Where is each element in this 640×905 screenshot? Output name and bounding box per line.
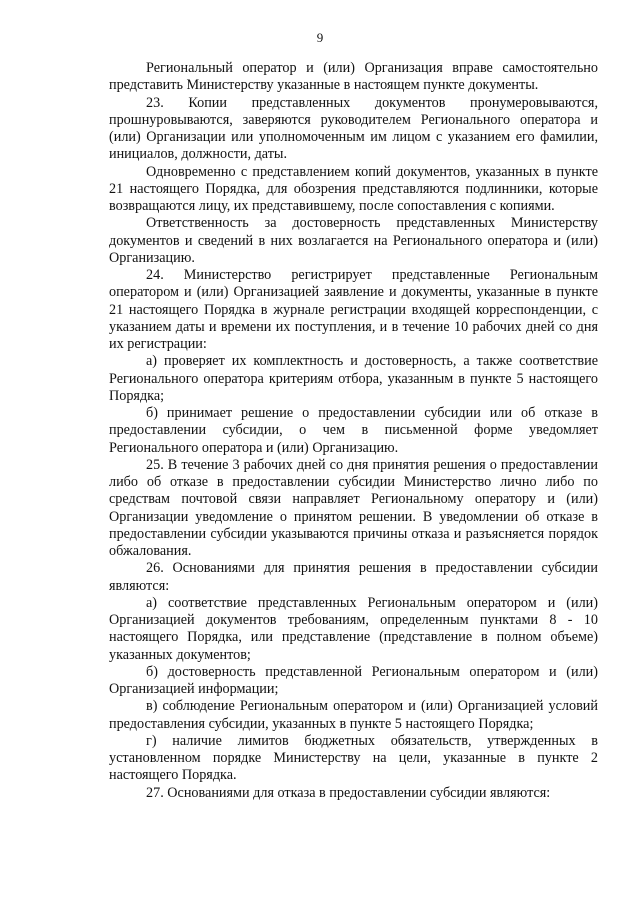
paragraph-24-b: б) принимает решение о предоставлении субсидии или об отказе в предоставлении субсидии, о чем в письменной форме уведомляет Регионального оператора и (или) Организацию. — [109, 405, 598, 456]
paragraph-23: 23. Копии представленных документов пронумеровываются, прошнуровываются, заверяются руководителем Регионального оператора и (или) Организации или уполномоченным им лицом с указанием его фамилии, инициалов, должности, даты. — [109, 94, 598, 163]
page-number: 9 — [316, 30, 324, 45]
paragraph-26-a: а) соответствие представленных Региональным оператором и (или) Организацией документов требованиям, определенным пунктами 8 - 10 настоящего Порядка, или представление (представление в полном объеме) указанных документов; — [109, 594, 598, 663]
paragraph-24: 24. Министерство регистрирует представленные Региональным оператором и (или) Организацией заявление и документы, указанные в пункте 21 настоящего Порядка в журнале регистрации входящей корреспонденции, с указанием даты и времени их поступления, и в течение 10 рабочих дней со дня их регистрации: — [109, 267, 598, 352]
paragraph-26-d: г) наличие лимитов бюджетных обязательств, утвержденных в установленном порядке Министерству на цели, указанные в пункте 2 настоящего Порядка. — [109, 732, 598, 784]
paragraph-26-c: в) соблюдение Региональным оператором и (или) Организацией условий предоставления субсидии, указанных в пункте 5 настоящего Порядка; — [109, 698, 598, 732]
paragraph-25: 25. В течение 3 рабочих дней со дня принятия решения о предоставлении либо об отказе в предоставлении субсидии Министерство лично либо по средствам почтовой связи направляет Региональному оператору и (или) Организации уведомление о принятом решении. В уведомлении об отказе в предоставлении субсидии указываются причины отказа и разъясняется порядок обжалования. — [109, 456, 598, 559]
document-body — [109, 60, 598, 802]
paragraph-responsibility: Ответственность за достоверность представленных Министерству документов и сведений в них возлагается на Регионального оператора и (или) Организацию. — [109, 215, 598, 266]
paragraph-24-a: а) проверяет их комплектность и достоверность, а также соответствие Регионального оператора критериям отбора, указанным в пункте 5 настоящего Порядка; — [109, 353, 598, 404]
paragraph-27: 27. Основаниями для отказа в предоставлении субсидии являются: — [146, 784, 551, 801]
paragraph-originals: Одновременно с представлением копий документов, указанных в пункте 21 настоящего Порядка, для обозрения представляются подлинники, которые возвращаются лицу, их представившему, после сопоставления с копиями. — [109, 163, 598, 214]
paragraph-26-b: б) достоверность представленной Региональным оператором и (или) Организацией информации; — [109, 663, 598, 697]
paragraph-26: 26. Основаниями для принятия решения в предоставлении субсидии являются: — [109, 560, 598, 594]
paragraph-right-to-submit: Региональный оператор и (или) Организация вправе самостоятельно представить Министерству указанные в настоящем пункте документы. — [109, 60, 598, 94]
